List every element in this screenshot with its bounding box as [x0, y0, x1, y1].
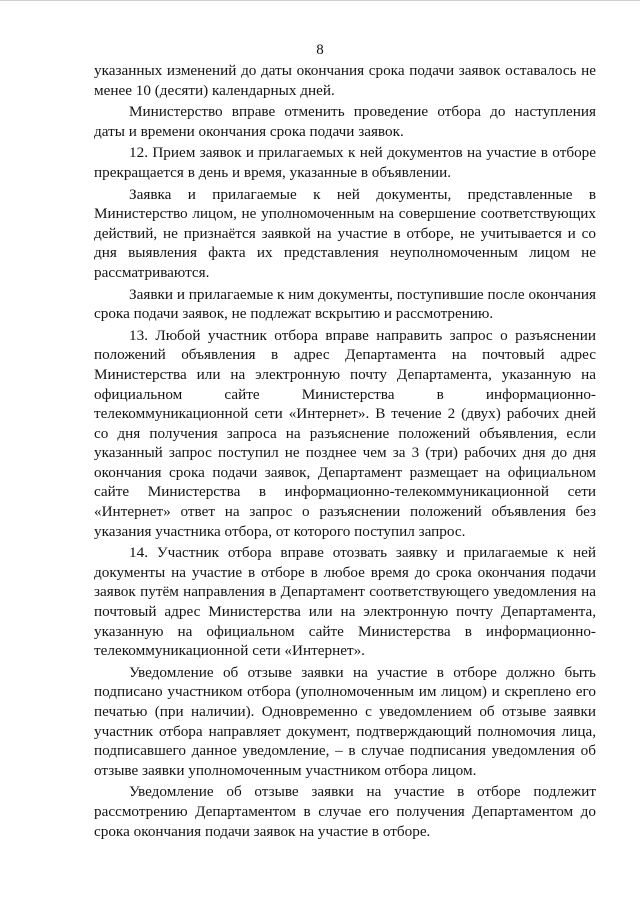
paragraph-withdrawal-notice-review: Уведомление об отзыве заявки на участие в отборе подлежит рассмотрению Департаментом в случае его получения Департаментом до срока окончания подачи заявок на участие в отборе.: [94, 783, 596, 840]
paragraph-continuation: указанных изменений до даты окончания срока подачи заявок оставалось не менее 10 (десяти) календарных дней.: [94, 62, 596, 99]
paragraph-14-application-withdrawal: 14. Участник отбора вправе отозвать заявку и прилагаемые к ней документы на участие в отборе в любое время до срока окончания подачи заявок путём направления в Департамент соответствующего уведомления на почтовый адрес Министерства или на электронную почту Департамента, указанную на официальном сайте Министерства в информационно-телекоммуникационной сети «Интернет».: [94, 544, 596, 660]
paragraph-withdrawal-notice-signature: Уведомление об отзыве заявки на участие в отборе должно быть подписано участником отбора (уполномоченным им лицом) и скреплено его печатью (при наличии). Одновременно с уведомлением об отзыве заявки участник отбора направляет документ, подтверждающий полномочия лица, подписавшего данное уведомление, – в случае подписания уведомления об отзыве заявки уполномоченным участником отбора лицом.: [94, 663, 596, 779]
paragraph-unauthorized-submission: Заявка и прилагаемые к ней документы, представленные в Министерство лицом, не уполномоченным на совершение соответствующих действий, не признаётся заявкой на участие в отборе, не учитывается и со дня выявления факта их представления неуполномоченным лицом не рассматриваются.: [94, 185, 596, 281]
paragraph-12-intake-end: 12. Прием заявок и прилагаемых к ней документов на участие в отборе прекращается в день и время, указанные в объявлении.: [94, 144, 596, 181]
paragraph-13-clarification-request: 13. Любой участник отбора вправе направить запрос о разъяснении положений объявления в адрес Департамента на почтовый адрес Министерства или на электронную почту Департамента, указанную на официальном сайте Министерства в информационно-телекоммуникационной сети «Интернет». В течение 2 (двух) рабочих дней со дня получения запроса на разъяснение положений объявления, если указанный запрос поступил не позднее чем за 3 (три) рабочих дня до дня окончания срока подачи заявок, Департамент размещает на официальном сайте Министерства в информационно-телекоммуникационной сети «Интернет» ответ на запрос о разъяснении положений объявления без указания участника отбора, от которого поступил запрос.: [94, 326, 596, 540]
paragraph-cancel-selection: Министерство вправе отменить проведение отбора до наступления даты и времени окончания срока подачи заявок.: [94, 103, 596, 140]
document-body: [94, 61, 596, 841]
page-number: 8: [316, 42, 324, 58]
paragraph-late-submissions: Заявки и прилагаемые к ним документы, поступившие после окончания срока подачи заявок, не подлежат вскрытию и рассмотрению.: [94, 285, 596, 323]
